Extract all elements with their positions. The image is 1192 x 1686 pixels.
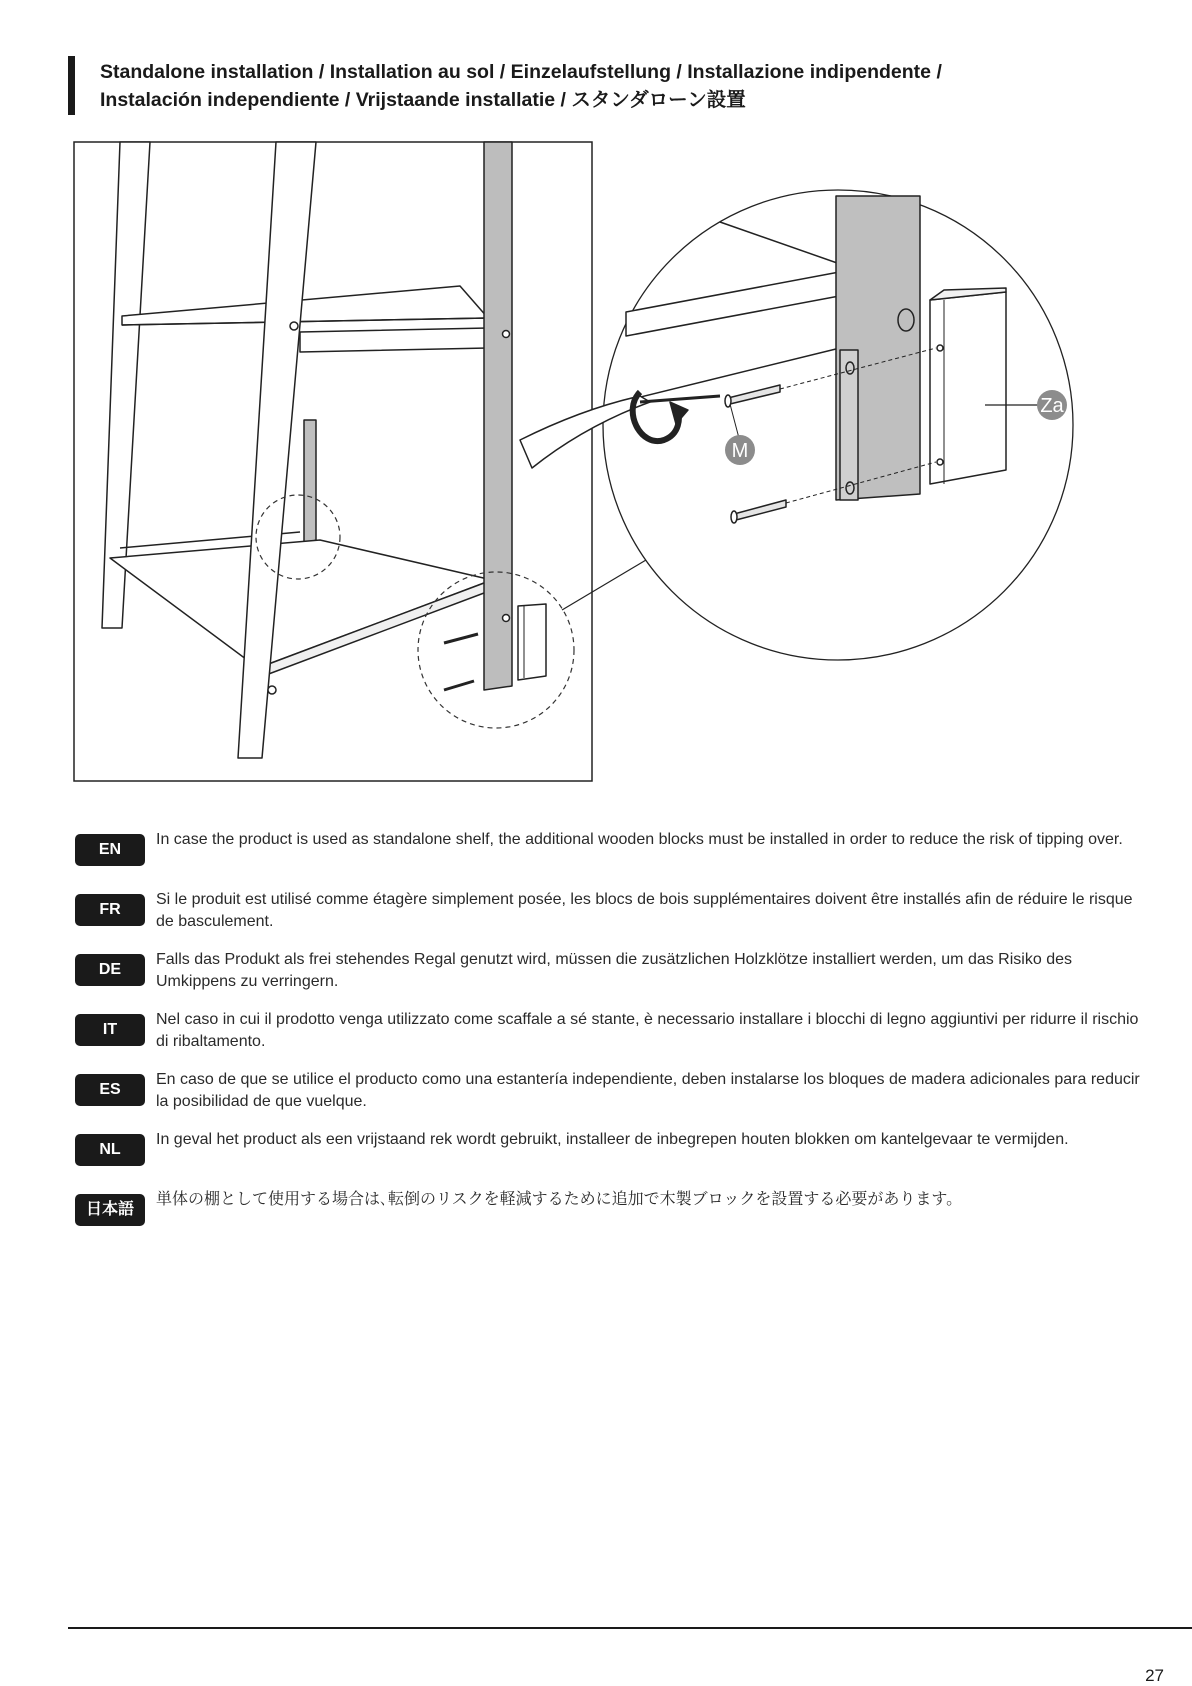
upper-shelf-lip (300, 328, 488, 352)
instruction-text-de: Falls das Produkt als frei stehendes Regal genutzt wird, müssen die zusätzlichen Holzklötze installiert werden, um das Risiko des Umkippens zu verringern. (156, 951, 1072, 990)
installation-illustration (0, 0, 1192, 800)
language-badge-ja: 日本語 (75, 1194, 145, 1226)
callout-m-label: M (731, 440, 749, 462)
instruction-en (75, 829, 1123, 889)
language-badge-fr: FR (75, 894, 145, 926)
language-badge-de: DE (75, 954, 145, 986)
page-title-line-2: Instalación independiente / Vrijstaande installatie / スタンダローン設置 (100, 89, 746, 111)
instruction-nl (75, 1129, 1085, 1189)
page-number: 27 (1145, 1666, 1164, 1685)
zoom-wooden-block (930, 292, 1006, 484)
language-badge-it: IT (75, 1014, 145, 1046)
screw-hole-2 (503, 331, 510, 338)
footer-divider (68, 1627, 1192, 1629)
instruction-ja (75, 1189, 1085, 1249)
wooden-block-small (518, 604, 546, 680)
language-badge-nl: NL (75, 1134, 145, 1166)
instruction-de (75, 949, 1085, 1009)
instruction-text-fr: Si le produit est utilisé comme étagère simplement posée, les blocs de bois supplémentaires doivent être installés afin de réduire le risque de basculement. (156, 891, 1133, 930)
instruction-fr (75, 889, 1133, 949)
screw-hole-4 (268, 686, 276, 694)
interior-back-shadow (304, 420, 316, 545)
screw-hole-1 (290, 322, 298, 330)
instruction-text-nl: In geval het product als een vrijstaand rek wordt gebruikt, installeer de inbegrepen houten blokken om kantelgevaar te vermijden. (156, 1131, 1069, 1148)
instruction-text-en: In case the product is used as standalone shelf, the additional wooden blocks must be installed in order to reduce the risk of tipping over. (156, 831, 1123, 848)
instruction-text-es: En caso de que se utilice el producto como una estantería independiente, deben instalarse los bloques de madera adicionales para reducir la posibilidad de que vuelque. (156, 1071, 1140, 1110)
instruction-text-ja: 単体の棚として使用する場合は､転倒のリスクを軽減するために追加で木製ブロックを設置する必要があります。 (156, 1191, 963, 1208)
screw-hole-3 (503, 615, 510, 622)
instruction-it (75, 1009, 1139, 1069)
instruction-es (75, 1069, 1140, 1129)
page-title-line-1: Standalone installation / Installation au sol / Einzelaufstellung / Installazione indipendente / (100, 61, 942, 83)
instruction-list (75, 829, 1140, 1249)
instruction-text-it: Nel caso in cui il prodotto venga utilizzato come scaffale a sé stante, è necessario installare i blocchi di legno aggiuntivi per ridurre il rischio di ribaltamento. (156, 1011, 1139, 1050)
right-upright (484, 142, 512, 690)
overview-frame (74, 142, 592, 781)
language-badge-en: EN (75, 834, 145, 866)
language-badge-es: ES (75, 1074, 145, 1106)
callout-za-label: Za (1040, 395, 1064, 417)
